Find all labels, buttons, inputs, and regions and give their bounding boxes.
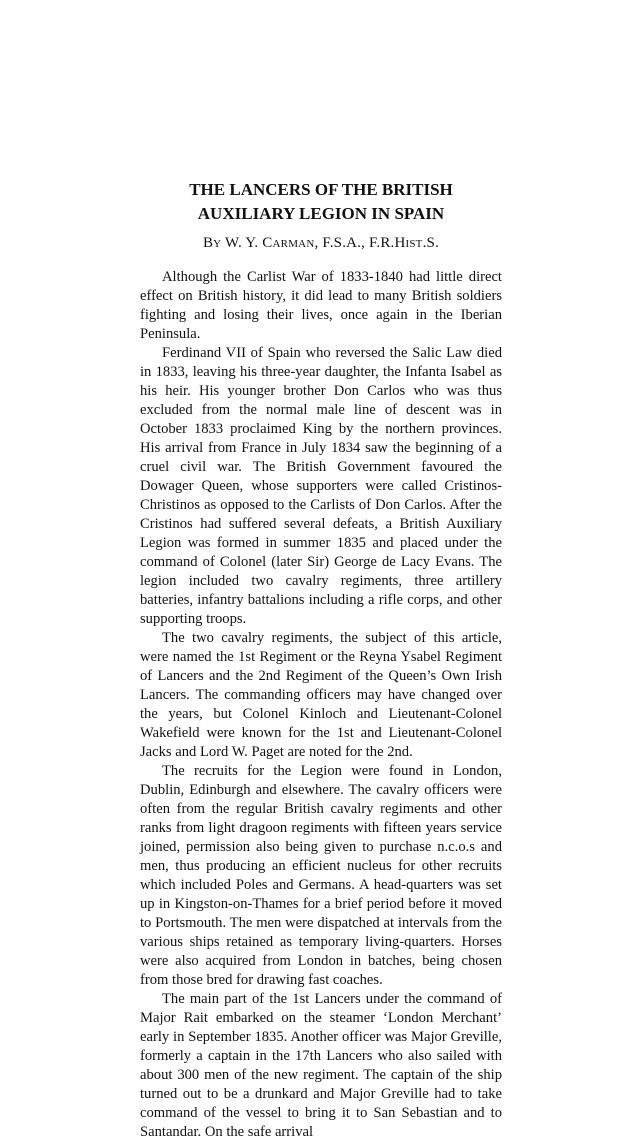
article-byline: By W. Y. Carman, F.S.A., F.R.Hist.S. — [202, 235, 440, 251]
body-paragraph: The recruits for the Legion were found in London, Dublin, Edinburgh and elsewhere. The cavalry officers were often from the regular British cavalry regiments and other ranks from light dragoon regiments with fifteen years service joined, permission also being given to purchase n.c.o.s and men, thus producing an efficient nucleus for other recruits which included Poles and Germans. A head-quarters was set up in Kingston-on-Thames for a brief period before it moved to Portsmouth. The men were dispatched at intervals from the various ships retained as temporary living-quarters. Horses were also acquired from London in batches, being chosen from those bred for drawing fast coaches. — [140, 763, 502, 988]
article-title: THE LANCERS OF THE BRITISH AUXILIARY LEGION IN SPAIN — [189, 180, 453, 223]
article-body — [140, 268, 502, 1142]
body-paragraph: Ferdinand VII of Spain who reversed the Salic Law died in 1833, leaving his three-year daughter, the Infanta Isabel as his heir. His younger brother Don Carlos who was thus excluded from the normal male line of descent was in October 1833 proclaimed King by the northern provinces. His arrival from France in July 1834 saw the beginning of a cruel civil war. The British Government favoured the Dowager Queen, whose supporters were called Cristinos-Christinos as opposed to the Carlists of Don Carlos. After the Cristinos had suffered several defeats, a British Auxiliary Legion was formed in summer 1835 and placed under the command of Colonel (later Sir) George de Lacy Evans. The legion included two cavalry regiments, three artillery batteries, infantry battalions including a rifle corps, and other supporting troops. — [140, 345, 502, 627]
body-paragraph: Although the Carlist War of 1833-1840 had little direct effect on British history, it did lead to many British soldiers fighting and losing their lives, once again in the Iberian Peninsula. — [140, 269, 502, 342]
body-paragraph: The two cavalry regiments, the subject of this article, were named the 1st Regiment or the Reyna Ysabel Regiment of Lancers and the 2nd Regiment of the Queen’s Own Irish Lancers. The commanding officers may have changed over the years, but Colonel Kinloch and Lieutenant-Colonel Wakefield were known for the 1st and Lieutenant-Colonel Jacks and Lord W. Paget are noted for the 2nd. — [140, 630, 502, 760]
body-paragraph: The main part of the 1st Lancers under the command of Major Rait embarked on the steamer ‘London Merchant’ early in September 1835. Another officer was Major Greville, formerly a captain in the 17th Lancers who also sailed with about 300 men of the new regiment. The captain of the ship turned out to be a drunkard and Major Greville had to take command of the vessel to bring it to San Sebastian and to Santandar. On the safe arrival — [140, 991, 502, 1140]
